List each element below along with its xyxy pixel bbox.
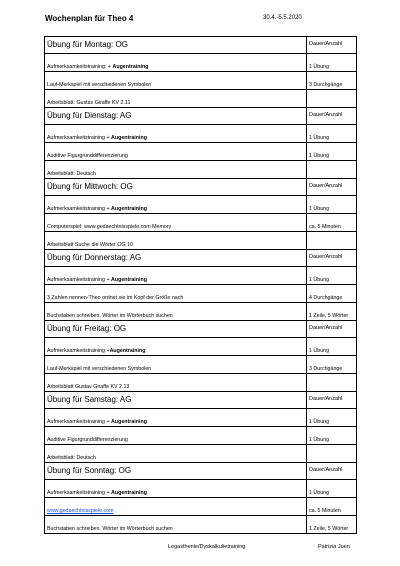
duration-cell: 1 Übung [307, 480, 357, 498]
duration-cell: 1 Übung [307, 267, 357, 285]
task-text-bold: Augentraining [109, 347, 146, 354]
task-row [45, 303, 357, 321]
task-text: Arbeitsblatt: Deutsch [47, 454, 96, 461]
task-text: Buchstaben schreiben. Wörter im Wörterbuch suchen [47, 525, 173, 532]
task-text: Übung für Sonntag: OG [47, 466, 132, 475]
task-text: Arbeitsblatt: Gustav Giraffe KV 2.11 [47, 99, 131, 106]
duration-header-cell: Dauer/Anzahl [307, 250, 357, 267]
day-header-row [45, 108, 357, 125]
day-title-cell [45, 392, 307, 409]
day-header-row [45, 392, 357, 409]
duration-cell: 1 Zeile, 5 Wörter [307, 516, 357, 534]
duration-cell [307, 161, 357, 179]
duration-cell: 3 Durchgänge [307, 356, 357, 374]
duration-cell: 3 Durchgänge [307, 72, 357, 90]
task-cell [45, 498, 307, 516]
task-row [45, 516, 357, 534]
task-cell [45, 374, 307, 392]
task-row [45, 143, 357, 161]
task-row [45, 232, 357, 250]
duration-header-cell: Dauer/Anzahl [307, 37, 357, 54]
page-title: Wochenplan für Theo 4 [45, 14, 134, 23]
task-row [45, 267, 357, 285]
day-header-row [45, 37, 357, 54]
day-header-row [45, 179, 357, 196]
task-row [45, 125, 357, 143]
footer-left: Legasthenie/Dyskalkulietraining [168, 544, 246, 550]
day-title-cell [45, 179, 307, 196]
task-text-bold: Augentraining [111, 134, 147, 141]
task-cell [45, 54, 307, 72]
duration-cell: 1 Übung [307, 54, 357, 72]
task-text: Lauf-Merkspiel mit verschiedenen Symbolen [47, 365, 152, 372]
task-cell [45, 196, 307, 214]
task-cell [45, 303, 307, 321]
task-text: Auditive Figurgrunddifferenzierung [47, 436, 128, 443]
task-text: Buchstaben schreiben, Wörter im Wörterbuch suchen [47, 312, 173, 319]
task-text: Übung für Dienstag: AG [47, 111, 132, 120]
duration-header-cell: Dauer/Anzahl [307, 179, 357, 196]
duration-cell: 1 Übung [307, 409, 357, 427]
task-text: Arbeitsblatt: Deutsch [47, 170, 96, 177]
task-cell [45, 143, 307, 161]
duration-header-cell: Dauer/Anzahl [307, 321, 357, 338]
task-row [45, 498, 357, 516]
task-text: Übung für Mittwoch: OG [47, 182, 133, 191]
task-cell [45, 214, 307, 232]
task-text: Lauf-Merkspiel mit verschiedenen Symbolen [47, 81, 152, 88]
task-text: Computerspiel: www.gedaechtnisspiele.com Memory [47, 223, 172, 230]
task-cell [45, 409, 307, 427]
task-cell [45, 90, 307, 108]
day-header-row [45, 250, 357, 267]
task-text: Aufmerksamkeitstraining + [47, 347, 110, 354]
task-row [45, 427, 357, 445]
task-text: Aufmerksamkeitstraining + [47, 489, 110, 496]
task-cell [45, 480, 307, 498]
task-text: Aufmerksamkeitstraining + [47, 205, 110, 212]
task-cell [45, 338, 307, 356]
task-cell [45, 285, 307, 303]
day-header-row [45, 463, 357, 480]
task-row [45, 374, 357, 392]
task-row [45, 480, 357, 498]
task-row [45, 72, 357, 90]
duration-header-cell: Dauer/Anzahl [307, 392, 357, 409]
task-cell [45, 267, 307, 285]
duration-cell: 1 Übung [307, 427, 357, 445]
task-row [45, 54, 357, 72]
task-row [45, 409, 357, 427]
task-cell [45, 356, 307, 374]
duration-cell: 1 Übung [307, 196, 357, 214]
task-text: Aufmerksamkeitstraining + [47, 276, 110, 283]
day-title-cell [45, 250, 307, 267]
duration-cell: 1 Übung [307, 143, 357, 161]
task-text: Übung für Donnerstag: AG [47, 253, 142, 262]
day-header-row [45, 321, 357, 338]
task-text-bold: Augentraining [111, 489, 147, 496]
task-row [45, 214, 357, 232]
task-row [45, 90, 357, 108]
task-text: Aufmerksamkeitstraining: + [47, 63, 112, 70]
task-cell [45, 516, 307, 534]
task-cell [45, 427, 307, 445]
duration-cell [307, 90, 357, 108]
task-text-bold: Augentraining [111, 418, 147, 425]
weekly-plan-table [44, 36, 357, 534]
task-text: Übung für Samstag: AG [47, 395, 132, 404]
task-text: Arbeitsblatt Suche die Wörter OG 10 [47, 241, 133, 248]
task-text-bold: Augentraining [111, 205, 147, 212]
duration-cell: ca. 5 Minuten [307, 214, 357, 232]
task-text: Auditive Figurgrunddifferenzierung [47, 152, 128, 159]
task-cell [45, 125, 307, 143]
task-text: Übung für Freitag: OG [47, 324, 127, 333]
day-title-cell [45, 463, 307, 480]
task-cell [45, 232, 307, 250]
footer-right: Patrizia Juen [318, 544, 350, 550]
task-cell [45, 161, 307, 179]
duration-header-cell: Dauer/Anzahl [307, 108, 357, 125]
duration-cell: ca. 5 Minuten [307, 498, 357, 516]
duration-cell [307, 374, 357, 392]
day-title-cell [45, 321, 307, 338]
task-text: Aufmerksamkeitstraining + [47, 418, 110, 425]
day-title-cell [45, 37, 307, 54]
task-cell [45, 445, 307, 463]
task-text: 3 Zahlen nennen-Theo ordnet sie im Kopf der Größe nach [47, 294, 184, 301]
task-text: Aufmerksamkeitstraining + [47, 134, 110, 141]
duration-header-cell: Dauer/Anzahl [307, 463, 357, 480]
task-text-bold: Augentraining [112, 63, 149, 70]
duration-cell: 4 Durchgänge [307, 285, 357, 303]
duration-cell: 1 Übung [307, 338, 357, 356]
duration-cell [307, 445, 357, 463]
duration-cell: 1 Übung [307, 125, 357, 143]
task-text-bold: Augentraining [111, 276, 147, 283]
task-row [45, 356, 357, 374]
task-row [45, 445, 357, 463]
duration-cell [307, 232, 357, 250]
task-text: Übung für Montag: OG [47, 40, 128, 49]
task-row [45, 161, 357, 179]
task-row [45, 196, 357, 214]
page-date: 30.4.-5.5.2020 [263, 15, 302, 21]
website-link[interactable]: www.gedaechtnisspiele.com [47, 507, 114, 514]
task-row [45, 285, 357, 303]
task-row [45, 338, 357, 356]
duration-cell: 1 Zeile, 5 Wörter [307, 303, 357, 321]
task-cell [45, 72, 307, 90]
day-title-cell [45, 108, 307, 125]
task-text: Arbeitsblatt Gustav Giraffe KV 2.13 [47, 383, 130, 390]
